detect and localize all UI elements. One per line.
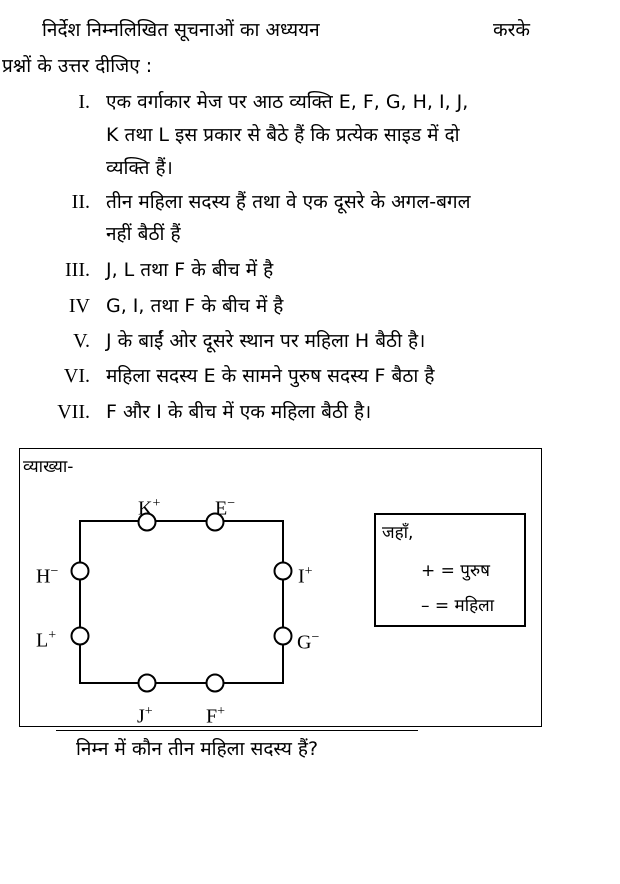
square-table [80,521,283,683]
seat-h [72,563,89,580]
seat-label-e: E− [215,496,236,520]
statement-numeral-7: VII. [57,401,90,423]
statement-numeral-5: V. [73,330,90,352]
seat-j [139,675,156,692]
seat-label-j: J+ [137,704,153,728]
statement-numeral-2: II. [71,191,90,213]
statement-numeral-4: IV [68,295,90,317]
instruction-text: निर्देश निम्नलिखित सूचनाओं का अध्ययन [42,19,320,41]
seat-label-h: H− [36,564,59,588]
statement-text: तीन महिला सदस्य हैं तथा वे एक दूसरे के अगल-बगल [106,191,471,213]
explanation-title: व्याख्या- [23,457,74,477]
seat-label-l: L+ [36,628,57,652]
instruction-text-end: करके [493,19,530,41]
seat-f [207,675,224,692]
seat-label-f: F+ [206,704,226,728]
statement-4-line-1: G, I, तथा F के बीच में है [106,295,284,317]
statement-numeral-6: VI. [63,365,90,387]
question-rule [56,730,418,731]
statement-3-line-1: J, L तथा F के बीच में है [106,259,274,281]
statement-text: एक वर्गाकार मेज पर आठ व्यक्ति E, F, G, H, I, J, [106,91,469,113]
legend-male: + = पुरुष [421,561,490,581]
statement-2-line-2: नहीं बैठीं हैं [106,223,181,245]
seat-label-i: I+ [298,564,313,588]
question-text: निम्न में कौन तीन महिला सदस्य हैं? [76,738,319,760]
seat-i [275,563,292,580]
seat-label-g: G− [297,630,320,654]
statement-7-line-1: F और I के बीच में एक महिला बैठी है। [106,401,372,423]
seat-g [275,628,292,645]
legend-female: – = महिला [421,596,495,616]
statement-1-line-3: व्यक्ति हैं। [106,157,173,179]
instruction-line-2: प्रश्नों के उत्तर दीजिए : [2,55,153,77]
legend-title: जहाँ, [382,523,414,543]
statement-numeral-1: I. [78,91,90,113]
statement-5-line-1: J के बाईं ओर दूसरे स्थान पर महिला H बैठी है। [106,330,426,352]
statement-text: K तथा L इस प्रकार से बैठे हैं कि प्रत्येक साइड में दो [106,124,460,146]
seat-label-k: K+ [138,496,161,520]
statement-6-line-1: महिला सदस्य E के सामने पुरुष सदस्य F बैठा है [106,365,435,387]
statement-numeral-3: III. [65,259,90,281]
seat-l [72,628,89,645]
